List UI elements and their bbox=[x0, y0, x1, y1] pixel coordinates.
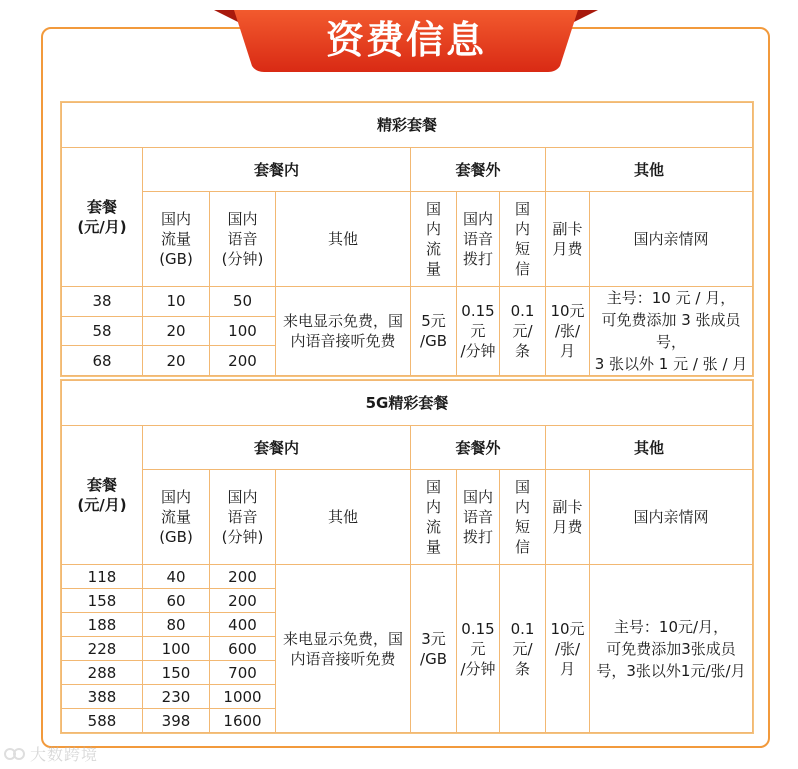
table-title: 5G精彩套餐 bbox=[62, 381, 753, 426]
sub-in-voice: 国内 语音 (分钟) bbox=[210, 192, 276, 287]
watermark bbox=[4, 742, 98, 765]
plan-header: 套餐 (元/月) bbox=[62, 148, 143, 287]
plan-price: 188 bbox=[62, 613, 143, 637]
voice-minutes: 200 bbox=[210, 346, 276, 376]
group-out-package: 套餐外 bbox=[411, 426, 546, 470]
plan-price: 288 bbox=[62, 661, 143, 685]
voice-minutes: 1000 bbox=[210, 685, 276, 709]
family-network: 主号：10 元 / 月， 可免费添加 3 张成员号， 3 张以外 1 元 / 张 / 月 bbox=[590, 287, 753, 376]
voice-minutes: 200 bbox=[210, 565, 276, 589]
family-network: 主号：10元/月， 可免费添加3张成员 号，3张以外1元/张/月 bbox=[590, 565, 753, 733]
sub-out-voice: 国内 语音 拨打 bbox=[457, 470, 500, 565]
sub-out-sms: 国 内 短 信 bbox=[500, 192, 546, 287]
sub-out-data: 国 内 流 量 bbox=[411, 470, 457, 565]
sub-family-network: 国内亲情网 bbox=[590, 192, 753, 287]
out-sms-rate: 0.1 元/ 条 bbox=[500, 565, 546, 733]
sub-in-voice: 国内 语音 (分钟) bbox=[210, 470, 276, 565]
voice-minutes: 700 bbox=[210, 661, 276, 685]
voice-minutes: 100 bbox=[210, 316, 276, 346]
table-jingcai bbox=[61, 102, 753, 376]
sub-card-fee: 副卡 月费 bbox=[546, 192, 590, 287]
group-other: 其他 bbox=[546, 426, 753, 470]
watermark-logo-icon bbox=[4, 745, 26, 763]
data-gb: 20 bbox=[143, 346, 210, 376]
sub-out-voice: 国内 语音 拨打 bbox=[457, 192, 500, 287]
data-gb: 20 bbox=[143, 316, 210, 346]
data-gb: 10 bbox=[143, 287, 210, 317]
voice-minutes: 50 bbox=[210, 287, 276, 317]
out-voice-rate: 0.15 元 /分钟 bbox=[457, 287, 500, 376]
data-gb: 80 bbox=[143, 613, 210, 637]
plan-price: 58 bbox=[62, 316, 143, 346]
group-other: 其他 bbox=[546, 148, 753, 192]
sub-in-data: 国内 流量 (GB) bbox=[143, 470, 210, 565]
sub-in-data: 国内 流量 (GB) bbox=[143, 192, 210, 287]
out-data-rate: 3元 /GB bbox=[411, 565, 457, 733]
sub-in-other: 其他 bbox=[276, 192, 411, 287]
voice-minutes: 400 bbox=[210, 613, 276, 637]
data-gb: 398 bbox=[143, 709, 210, 733]
sub-family-network: 国内亲情网 bbox=[590, 470, 753, 565]
sub-out-sms: 国 内 短 信 bbox=[500, 470, 546, 565]
data-gb: 60 bbox=[143, 589, 210, 613]
data-gb: 40 bbox=[143, 565, 210, 589]
banner bbox=[214, 8, 598, 72]
voice-minutes: 200 bbox=[210, 589, 276, 613]
sub-card-fee: 副卡 月费 bbox=[546, 470, 590, 565]
data-gb: 230 bbox=[143, 685, 210, 709]
card-fee: 10元 /张/ 月 bbox=[546, 287, 590, 376]
out-data-rate: 5元 /GB bbox=[411, 287, 457, 376]
table-5g-jingcai bbox=[61, 380, 753, 733]
in-other-benefits: 来电显示免费，国 内语音接听免费 bbox=[276, 565, 411, 733]
data-gb: 100 bbox=[143, 637, 210, 661]
group-in-package: 套餐内 bbox=[143, 426, 411, 470]
out-voice-rate: 0.15 元 /分钟 bbox=[457, 565, 500, 733]
sub-out-data: 国 内 流 量 bbox=[411, 192, 457, 287]
sub-in-other: 其他 bbox=[276, 470, 411, 565]
plan-price: 68 bbox=[62, 346, 143, 376]
plan-price: 118 bbox=[62, 565, 143, 589]
plan-header: 套餐 (元/月) bbox=[62, 426, 143, 565]
plan-price: 388 bbox=[62, 685, 143, 709]
in-other-benefits: 来电显示免费，国 内语音接听免费 bbox=[276, 287, 411, 376]
voice-minutes: 1600 bbox=[210, 709, 276, 733]
voice-minutes: 600 bbox=[210, 637, 276, 661]
plan-price: 38 bbox=[62, 287, 143, 317]
table-title: 精彩套餐 bbox=[62, 103, 753, 148]
out-sms-rate: 0.1 元/ 条 bbox=[500, 287, 546, 376]
card-fee: 10元 /张/ 月 bbox=[546, 565, 590, 733]
group-out-package: 套餐外 bbox=[411, 148, 546, 192]
data-gb: 150 bbox=[143, 661, 210, 685]
plan-price: 158 bbox=[62, 589, 143, 613]
plan-price: 228 bbox=[62, 637, 143, 661]
group-in-package: 套餐内 bbox=[143, 148, 411, 192]
banner-title: 资费信息 bbox=[325, 18, 486, 62]
plan-price: 588 bbox=[62, 709, 143, 733]
watermark-text: 大数跨境 bbox=[30, 745, 99, 764]
